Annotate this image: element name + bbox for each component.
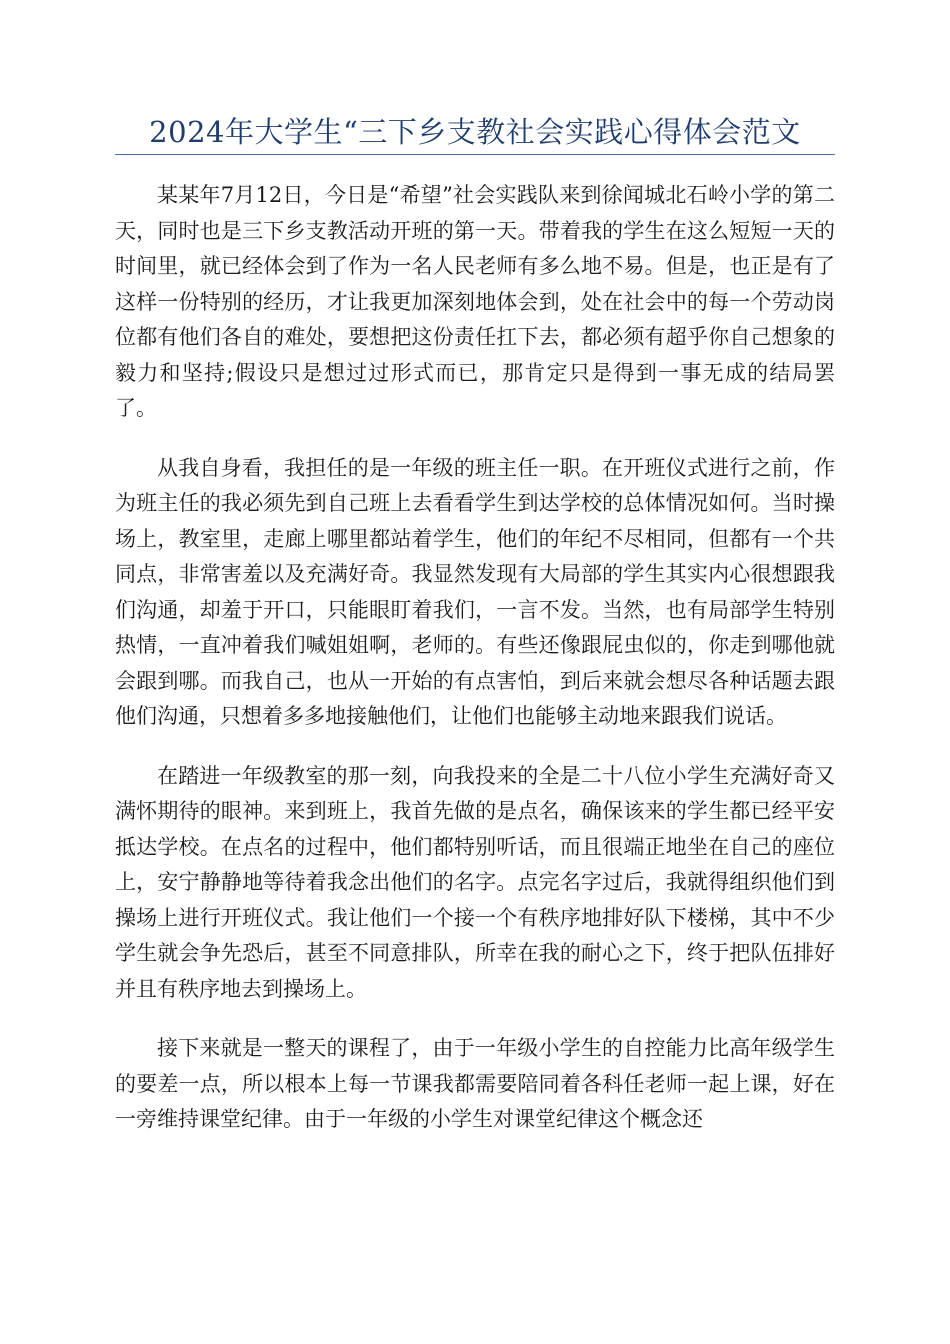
- paragraph-2: 从我自身看，我担任的是一年级的班主任一职。在开班仪式进行之前，作为班主任的我必须先到自己班上去看看学生到达学校的总体情况如何。当时操场上，教室里，走廊上哪里都站着学生，他们的年纪不尽相同，但都有一个共同点，非常害羞以及充满好奇。我显然发现有大局部的学生其实内心很想跟我们沟通，却羞于开口，只能眼盯着我们，一言不发。当然，也有局部学生特别热情，一直冲着我们喊姐姐啊，老师的。有些还像跟屁虫似的，你走到哪他就会跟到哪。而我自己，也从一开始的有点害怕，到后来就会想尽各种话题去跟他们沟通，只想着多多地接触他们，让他们也能够主动地来跟我们说话。: [115, 455, 835, 728]
- document-title: 2024年大学生“三下乡支教社会实践心得体会范文: [149, 115, 801, 149]
- paragraph-3: 在踏进一年级教室的那一刻，向我投来的全是二十八位小学生充满好奇又满怀期待的眼神。来到班上，我首先做的是点名，确保该来的学生都已经平安抵达学校。在点名的过程中，他们都特别听话，而且很端正地坐在自己的座位上，安宁静静地等待着我念出他们的名字。点完名字过后，我就得组织他们到操场上进行开班仪式。我让他们一个接一个有秩序地排好队下楼梯，其中不少学生就会争先恐后，甚至不同意排队，所幸在我的耐心之下，终于把队伍排好并且有秩序地去到操场上。: [115, 763, 835, 1001]
- document-body: [115, 178, 835, 1162]
- paragraph-4: 接下来就是一整天的课程了，由于一年级小学生的自控能力比高年级学生的要差一点，所以根本上每一节课我都需要陪同着各科任老师一起上课，好在一旁维持课堂纪律。由于一年级的小学生对课堂纪律这个概念还: [115, 1036, 835, 1131]
- paragraph-1: 某某年7月12日，今日是“希望”社会实践队来到徐闻城北石岭小学的第二天，同时也是三下乡支教活动开班的第一天。带着我的学生在这么短短一天的时间里，就已经体会到了作为一名人民老师有多么地不易。但是，也正是有了这样一份特别的经历，才让我更加深刻地体会到，处在社会中的每一个劳动岗位都有他们各自的难处，要想把这份责任扛下去，都必须有超乎你自己想象的毅力和坚持;假设只是想过过形式而已，那肯定只是得到一事无成的结局罢了。: [115, 183, 835, 420]
- title-underline: [115, 154, 835, 155]
